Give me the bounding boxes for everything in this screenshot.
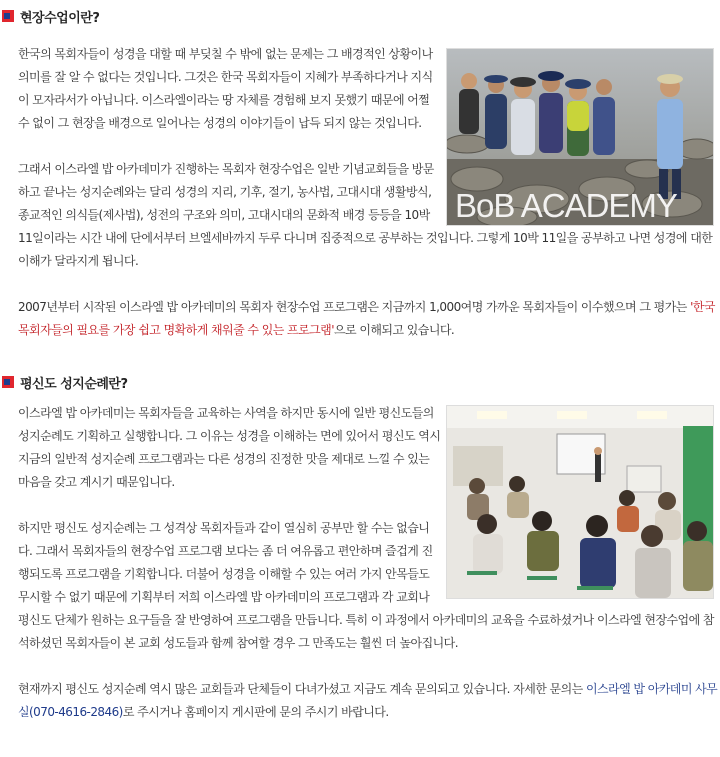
section2-paragraph-2: 하지만 평신도 성지순례는 그 성격상 목회자들과 같이 열심히 공부만 할 수는 없습니다. 그래서 목회자들의 현장수업 프로그램 보다는 좀 더 여유롭고 편안하며 즐겁게 진행되도록 프로그램을 기획합니다. 더불어 성경을 이해할 수 있는 여러 가지 안목들도 무시할 수 없기 때문에 기획부터 저희 이스라엘 밥 아카데미의 프로그램과 각 교회나 평신도 단체가 원하는 요구들을 잘 반영하여 프로그램을 만듭니다. 특히 이 과정에서 아카데미의 교육을 수료하셨거나 이스라엘 현장수업에 참석하셨던 목회자들이 본 교회 성도들과 함께 참여할 경우 그 만족도는 훨씬 더 높아집니다. bbox=[18, 521, 714, 650]
section2-body bbox=[18, 402, 718, 724]
bob-academy-watermark: BoB ACADEMY bbox=[455, 187, 677, 224]
section2-paragraph-1: 이스라엘 밥 아카데미는 목회자들을 교육하는 사역을 하지만 동시에 일반 평신도들의 성지순례도 기획하고 실행합니다. 그 이유는 성경을 이해하는 면에 있어서 평신도 역시 지금의 일반적 성지순례 프로그램과는 다른 성경의 진정한 맛을 제대로 느낄 수 있는 마음을 갖고 계시기 때문입니다. bbox=[18, 406, 441, 489]
section1-p3-tail: 으로 이해되고 있습니다. bbox=[333, 323, 455, 337]
flag-bullet-icon bbox=[2, 10, 14, 22]
section-heading-lay-pilgrimage bbox=[0, 371, 720, 393]
section-title: 현장수업이란? bbox=[20, 10, 100, 26]
section-title: 평신도 성지순례란? bbox=[20, 376, 128, 392]
flag-bullet-icon bbox=[2, 376, 14, 388]
section1-body bbox=[18, 43, 718, 342]
section1-paragraph-1: 한국의 목회자들이 성경을 대할 때 부딪칠 수 밖에 없는 문제는 그 배경적인 상황이나 의미를 잘 알 수 없다는 것입니다. 그것은 한국 목회자들이 지혜가 부족하다거나 지식이 모자라서가 아닙니다. 이스라엘이라는 땅 자체를 경험해 보지 못했기 때문에 어쩔 수 없이 그 현장을 배경으로 일어나는 성경의 이야기들이 납득 되지 않는 것입니다. bbox=[18, 47, 433, 130]
highlight-quote: '한국목회자들의 필요를 가장 쉽고 명확하게 채워줄 수 있는 프로그램' bbox=[18, 300, 715, 337]
section1-p3-text: 2007년부터 시작된 이스라엘 밥 아카데미의 목회자 현장수업 프로그램은 지금까지 1,000여명 가까운 목회자들이 이수했으며 그 평가는 bbox=[18, 300, 691, 314]
section1-paragraph-3 bbox=[18, 296, 718, 342]
section2-p3-text: 현재까지 평신도 성지순례 역시 많은 교회들과 단체들이 다녀가셨고 지금도 계속 문의되고 있습니다. 자세한 문의는 bbox=[18, 682, 586, 696]
section1-paragraph-2: 그래서 이스라엘 밥 아카데미가 진행하는 목회자 현장수업은 일반 기념교회들을 방문하고 끝나는 성지순례와는 달리 성경의 지리, 기후, 절기, 농사법, 고대시대 생활방식, 종교적인 의식들(제사법), 성전의 구조와 의미, 고대시대의 문화적 배경 등등을 10박 11일이라는 시간 내에 단에서부터 브엘세바까지 두루 다니며 집중적으로 공부하는 것입니다. 그렇게 10박 11일을 공부하고 나면 성경에 대한 이해가 달라지게 됩니다. bbox=[18, 162, 713, 268]
section-heading-field-class bbox=[0, 5, 720, 27]
section2-paragraph-3 bbox=[18, 678, 718, 724]
contact-highlight: 이스라엘 밥 아카데미 사무실(070-4616-2846) bbox=[18, 682, 718, 719]
section2-p3-tail: 로 주시거나 홈페이지 게시판에 문의 주시기 바랍니다. bbox=[122, 705, 389, 719]
